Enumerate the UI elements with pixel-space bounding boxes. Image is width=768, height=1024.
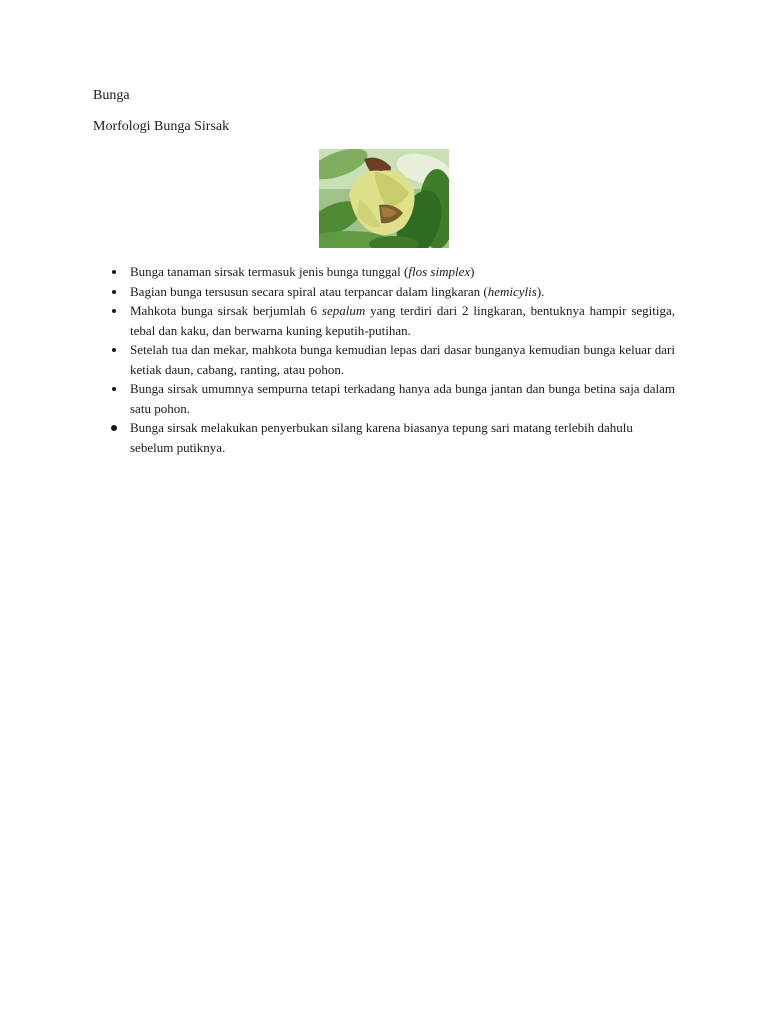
section-title: Morfologi Bunga Sirsak xyxy=(93,119,230,134)
list-item: Bunga tanaman sirsak termasuk jenis bunga tunggal (flos simplex) xyxy=(93,262,675,282)
bullet-icon xyxy=(112,309,116,313)
list-item: Bunga sirsak melakukan penyerbukan silang karena biasanya tepung sari matang terlebih dahulu sebelum putiknya. xyxy=(93,418,640,457)
page-heading: Bunga xyxy=(93,88,130,103)
list-item: Bagian bunga tersusun secara spiral atau terpancar dalam lingkaran (hemicylis). xyxy=(93,282,675,302)
bullet-icon xyxy=(112,290,116,294)
bullet-icon xyxy=(112,387,116,391)
list-item: Bunga sirsak umumnya sempurna tetapi terkadang hanya ada bunga jantan dan bunga betina saja dalam satu pohon. xyxy=(93,379,675,418)
list-item: Setelah tua dan mekar, mahkota bunga kemudian lepas dari dasar bunganya kemudian bunga keluar dari ketiak daun, cabang, ranting, atau pohon. xyxy=(93,340,675,379)
list-item: Mahkota bunga sirsak berjumlah 6 sepalum yang terdiri dari 2 lingkaran, bentuknya hampir segitiga, tebal dan kaku, dan berwarna kuning keputih-putihan. xyxy=(93,301,675,340)
bullet-icon xyxy=(111,425,117,431)
flower-facts-list xyxy=(93,262,675,457)
bullet-icon xyxy=(112,270,116,274)
bullet-icon xyxy=(112,348,116,352)
soursop-flower-photo xyxy=(319,149,449,248)
